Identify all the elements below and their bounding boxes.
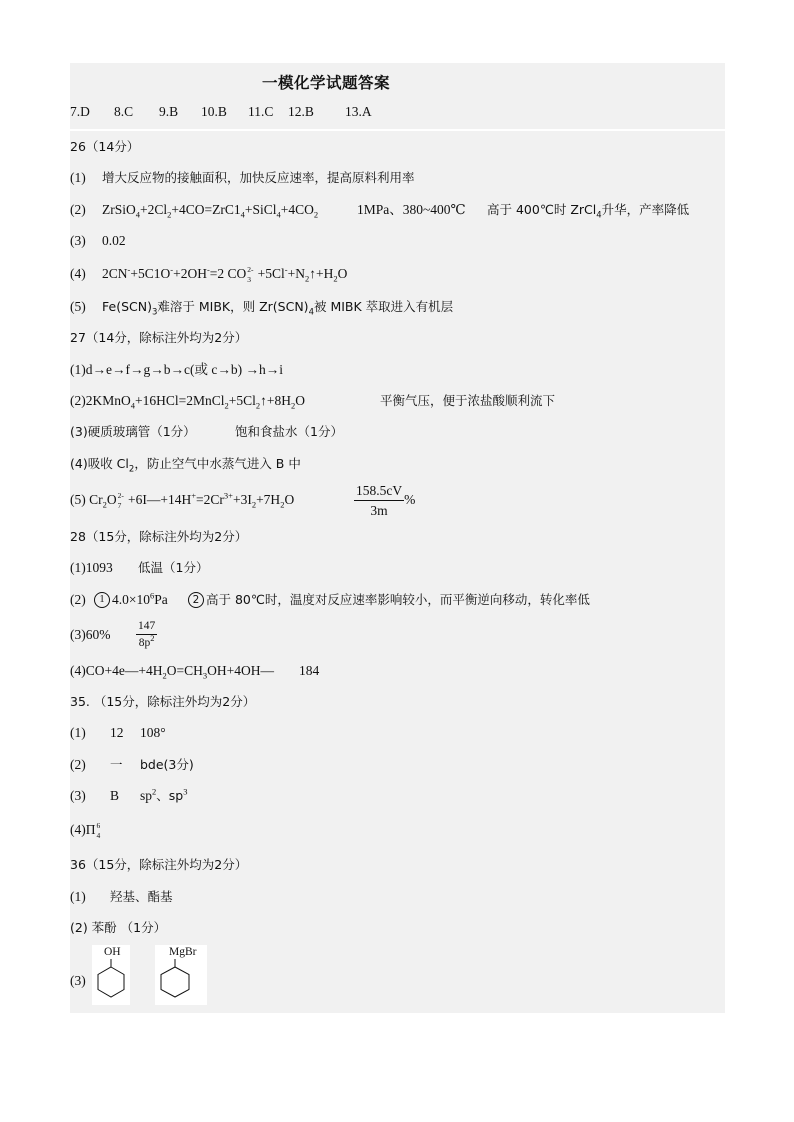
answer-text: (1) [70,888,86,904]
mc-answer: 10.B [201,104,227,119]
answer-text: (2) [70,591,86,607]
answer-text: 1 [94,592,110,608]
answer-text: +7H [256,491,281,507]
answer-text: +2OH [173,266,207,282]
q26-line-2 [70,194,725,225]
q28-line-1 [70,552,725,583]
q26-ionic-equation [102,256,347,291]
answer-text: 2 [150,633,155,644]
answer-text: 2 [224,400,229,411]
answer-text: 108° [140,725,166,741]
q27-line-5 [70,479,725,521]
answer-text: 36（15分，除标注外均为2分） [70,857,248,873]
answer-text: 4 [276,209,281,220]
page-title: 一模化学试题答案 [262,74,391,92]
answer-text: 4.0×10 [112,591,150,607]
answer-text: (4) [70,266,86,282]
mc-answer: 9.B [159,104,179,119]
q26-line-4 [70,256,725,291]
answer-text: (2) [70,756,86,772]
answer-text: 增大反应物的接触面积，加快反应速率，提高原料利用率 [102,170,415,186]
answer-text: ↑+H [309,266,334,282]
mc-answer: 11.C [248,104,274,119]
q26-line-3 [70,225,725,256]
answer-text: 4 [135,209,140,220]
answer-text: +2Cl [140,201,168,217]
q26-condition: 1MPa、380~400℃ [357,201,466,217]
answer-text: 2 [313,209,319,220]
answer-text: ZrSiO [102,201,136,217]
q27-fraction [354,479,415,521]
answer-text: 高于 400℃时 ZrCl [487,201,597,217]
answer-text: 7 [117,500,122,510]
answer-text: (3) [70,973,86,989]
multiple-choice-answers [70,104,372,120]
mc-answer: 13.A [345,104,372,119]
answer-text: 3+ [223,490,233,501]
answer-text: 27（14分，除标注外均为2分） [70,330,248,346]
main-answers-band [70,131,725,1013]
answer-text: 饱和食盐水（1分） [235,424,343,440]
q26-note [487,194,689,225]
answer-text: +4CO [280,201,314,217]
answer-text: =2Cr [196,491,224,507]
answer-text: +16HCl=2MnCl [135,393,225,409]
answer-text: 35. （15分，除标注外均为2分） [70,694,256,710]
q28-line-3 [70,615,725,655]
cyclohexanol-structure [92,945,130,1005]
answer-text: (5) Cr [70,491,103,507]
answer-text: 3 [183,786,188,797]
q27-line-4 [70,448,725,479]
answer-text: 4 [240,209,245,220]
q35-line-1 [70,717,725,748]
answer-text: +5Cl [228,393,256,409]
answer-text: - [284,264,288,275]
answer-text: ↑+8H [260,393,291,409]
answer-text: (5) [70,299,86,315]
answer-text: 4 [96,831,101,841]
answer-text: (3)硬质玻璃管（1分） [70,424,196,440]
q28-header [70,521,725,552]
q26-header [70,131,725,162]
q26-line-5 [70,291,725,322]
answer-text: +4CO=ZrC1 [171,201,241,217]
answer-text: (2) [70,201,86,217]
answer-text: 26（14分） [70,139,140,154]
answer-text: 2CN [102,266,128,282]
answer-text: (2)2KMnO [70,393,131,409]
mc-answer: 12.B [288,104,314,119]
q27-header [70,322,725,353]
answer-text: ，防止空气中水蒸气进入 B 中 [134,455,301,471]
title-band [70,63,725,129]
answer-text: (4)吸收 Cl [70,455,129,471]
answer-text: 2 [128,464,135,475]
answer-text: 2 [167,209,172,220]
q28-line-4 [70,655,725,686]
q35-line-2 [70,749,725,780]
answer-text: 2 [280,499,285,510]
answer-text: + [191,490,197,501]
answer-document [70,63,725,1013]
answer-text: 0.02 [102,232,126,248]
answer-text: 2- [247,265,254,275]
answer-text: 2 [251,499,257,510]
answer-text: 6 [150,590,155,601]
answer-text: Fe(SCN) [102,299,152,315]
cyclohexyl-mgbr-structure [155,945,207,1005]
answer-text: +SiCl [244,201,277,217]
answer-text: (4)Π [70,822,96,838]
answer-text: +6I—+14H [124,491,192,507]
answer-text: OH+4OH— [207,662,274,678]
q36-line-1 [70,881,725,912]
answer-text: OH [104,946,121,959]
answer-text: +N [287,266,306,282]
answer-text: Pa [154,591,168,607]
answer-text: =2 CO [209,266,247,282]
answer-text: 4 [130,400,135,411]
q35-line-4 [70,811,725,849]
answer-text: +5C1O [130,266,171,282]
answer-text: 被 MIBK 萃取进入有机层 [313,299,454,315]
answer-text: 4 [596,210,602,221]
answer-text: 高于 80℃时，温度对反应速率影响较小，而平衡逆向移动，转化率低 [206,591,590,607]
answer-text: 3 [202,670,208,681]
q36-header [70,849,725,880]
q27-line-1 [70,354,725,385]
answer-text: (1)1093 [70,560,113,576]
answer-text: 难溶于 MIBK，则 Zr(SCN) [157,299,309,315]
answer-text: +3I [232,491,252,507]
answer-text: 2 [255,400,261,411]
answer-text: O [337,266,348,282]
answer-text: O [106,491,117,507]
q35-line-3 [70,780,725,811]
answer-text: 3 [151,307,158,318]
q35-header [70,686,725,717]
answer-text: B [110,788,120,804]
answer-text: - [170,264,174,275]
answer-text: (3) [70,788,86,804]
answer-text: 4 [308,307,314,318]
q26-equation [102,194,318,225]
answer-text: 一 [110,756,123,772]
answer-text: +5Cl [254,266,285,282]
answer-text: 2 [305,273,310,284]
answer-text: % [404,491,416,507]
answer-text: 2 [102,499,107,510]
answer-text: 28（15分，除标注外均为2分） [70,528,248,544]
answer-text: 158.5cV [354,484,404,501]
q26-line-1 [70,162,725,193]
answer-text: (1) [70,725,86,741]
answer-text: (4)CO+4e—+4H [70,662,163,678]
answer-text: 3 [247,275,252,285]
answer-text: O [295,393,305,409]
answer-text: 3m [370,502,388,518]
answer-text: (1) [70,170,86,186]
q27-line-3 [70,416,725,447]
answer-text: 12 [110,725,124,741]
answer-text: 低温（1分） [138,560,209,576]
answer-text: O [284,491,295,507]
answer-text: 6 [96,821,101,831]
mc-answer: 8.C [114,104,134,119]
answer-text: 2- [117,490,124,500]
q27-line-2 [70,385,725,416]
answer-text: - [206,264,210,275]
q36-line-2 [70,912,725,943]
answer-text: - [127,264,131,275]
answer-text: sp [140,788,153,804]
q28-line-2 [70,584,725,615]
answer-text: (2) 苯酚 （1分） [70,919,167,935]
answer-text: 2 [162,670,167,681]
answer-text: (1)d→e→f→g→b→c(或 c→b) →h→i [70,361,283,377]
answer-text: (3) [70,232,86,248]
answer-text: 、sp [156,788,184,804]
answer-text: 184 [299,662,320,678]
answer-text: O=CH [166,662,203,678]
answer-text: 羟基、酯基 [110,888,173,904]
q36-line-3 [70,943,725,1011]
answer-text: 2 [188,592,204,608]
answer-text: 平衡气压，便于浓盐酸顺利流下 [380,393,556,409]
answer-text: 2 [152,786,157,797]
answer-text: 2 [333,273,338,284]
answer-text: (3)60% [70,626,111,642]
answer-text: 8p [138,637,151,650]
answer-text: MgBr [169,946,197,959]
mc-answer: 7.D [70,104,90,119]
answer-text: 升华，产率降低 [601,201,690,217]
answer-text: bde(3分) [140,756,194,772]
answer-text: 147 [136,621,157,636]
answer-text: 2 [291,400,296,411]
